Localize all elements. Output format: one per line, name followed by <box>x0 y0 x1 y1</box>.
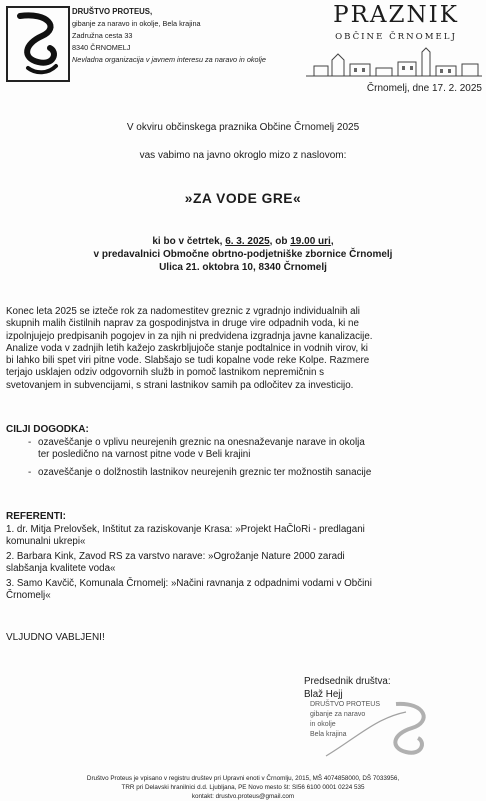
ref-line: 1. dr. Mitja Prelovšek, Inštitut za raziskovanje Krasa: »Projekt HaČloRi - predlagani <box>6 524 365 535</box>
org-tagline: Nevladna organizacija v javnem interesu za naravo in okolje <box>72 55 266 64</box>
ref-line: 2. Barbara Kink, Zavod RS za varstvo narave: »Ogrožanje Nature 2000 zaradi <box>6 551 345 562</box>
town-skyline-icon <box>306 46 482 80</box>
footer-line: Društvo Proteus je vpisano v registru društev pri Upravni enoti v Črnomlju, 2015, MŠ 4074858000, DŠ 7033956, <box>86 775 400 782</box>
stamp-text <box>310 700 400 740</box>
paragraph-line: Analize voda v zadnjih letih kažejo zaskrbljujoče stanje podtalnice in vodnih virov, ki <box>6 342 368 354</box>
invite-line-1: V okviru občinskega praznika Občine Črnomelj 2025 <box>126 122 360 133</box>
invite-line-2: vas vabimo na javno okroglo mizo z naslovom: <box>139 150 347 161</box>
when-suffix: , <box>330 236 334 247</box>
org-line-1: gibanje za naravo in okolje, Bela krajina <box>72 19 201 28</box>
footer-line: kontakt: drustvo.proteus@gmail.com <box>191 793 295 800</box>
event-when <box>0 236 486 247</box>
proteus-logo <box>6 6 70 82</box>
date-line: Črnomelj, dne 17. 2. 2025 <box>366 83 482 94</box>
paragraph-line: skupnih malih čistilnih naprav za gospodinjstva in druge vire odpadnih voda, ki ne <box>6 318 359 330</box>
stamp-line: DRUŠTVO PROTEUS <box>310 701 381 708</box>
ref-line: slabšanja kvalitete voda« <box>6 563 116 574</box>
footer-line: TRR pri Delavski hranilnici d.d. Ljubljana, PE Novo mesto št: SI56 6100 0001 0224 535 <box>121 784 365 791</box>
org-line-3: 8340 ČRNOMELJ <box>72 43 131 52</box>
paragraph-line: terjajo usklajen odziv odgovornih služb in pomoč lastnikom nepremičnin s <box>6 367 325 379</box>
paragraph-line: svetovanjem in subvencijami, s strani lastnikov samih pa odločitev za investicijo. <box>6 379 354 391</box>
org-line-2: Zadružna cesta 33 <box>72 31 133 40</box>
refs-heading: REFERENTI: <box>6 511 66 522</box>
paragraph-line: bi lahko bili spet viri pitne vode. Slabšajo se tudi kopalne vode reke Kolpe. Razmere <box>6 355 370 367</box>
praznik-title: PRAZNIK <box>333 2 459 28</box>
bullet-dash: - <box>28 437 32 448</box>
org-name: DRUŠTVO PROTEUS, <box>72 7 153 16</box>
when-mid: , ob <box>269 236 291 247</box>
stamp-line: Bela krajina <box>310 731 347 738</box>
paragraph-line: izpolnjujejo predpisanih pogojev in za njih ni predvidena izgradnja javne kanalizacije. <box>6 330 373 342</box>
when-prefix: ki bo v četrtek, <box>152 236 226 247</box>
paragraph-line: Konec leta 2025 se izteče rok za nadomestitev greznic z vgradnjo individualnih ali <box>6 306 360 317</box>
president-name: Blaž Hejj <box>304 689 343 700</box>
footer <box>0 774 486 801</box>
bullet-dash: - <box>28 467 32 478</box>
goal-1-line-1: ozaveščanje o vplivu neurejenih greznic na onesnaževanje narave in okolja <box>38 437 365 448</box>
intro-paragraph <box>6 306 476 392</box>
goal-2-line-1: ozaveščanje o dolžnostih lastnikov neurejenih greznic ter možnostih sanacije <box>38 467 372 478</box>
goals-heading: CILJI DOGODKA: <box>6 424 89 435</box>
event-date: 6. 3. 2025 <box>225 236 270 247</box>
ref-line: 3. Samo Kavčič, Komunala Črnomelj: »Načini ravnanja z odpadnimi vodami v Občini <box>6 578 372 589</box>
ref-line: Črnomelj« <box>6 590 51 601</box>
event-time: 19.00 uri <box>290 236 331 247</box>
praznik-subtitle: OBČINE ČRNOMELJ <box>335 32 457 42</box>
event-title: »ZA VODE GRE« <box>184 191 302 206</box>
event-place: v predavalnici Območne obrtno-podjetniške zbornice Črnomelj <box>93 249 393 260</box>
closing-text: VLJUDNO VABLJENI! <box>6 632 105 643</box>
stamp-line: gibanje za naravo <box>310 711 366 718</box>
goal-1-line-2: ter posledično na varnost pitne vode v Beli krajini <box>38 449 251 460</box>
event-address: Ulica 21. oktobra 10, 8340 Črnomelj <box>159 262 327 273</box>
president-title: Predsednik društva: <box>304 676 391 687</box>
ref-line: komunalni ukrepi« <box>6 536 86 547</box>
stamp-line: in okolje <box>310 721 336 728</box>
